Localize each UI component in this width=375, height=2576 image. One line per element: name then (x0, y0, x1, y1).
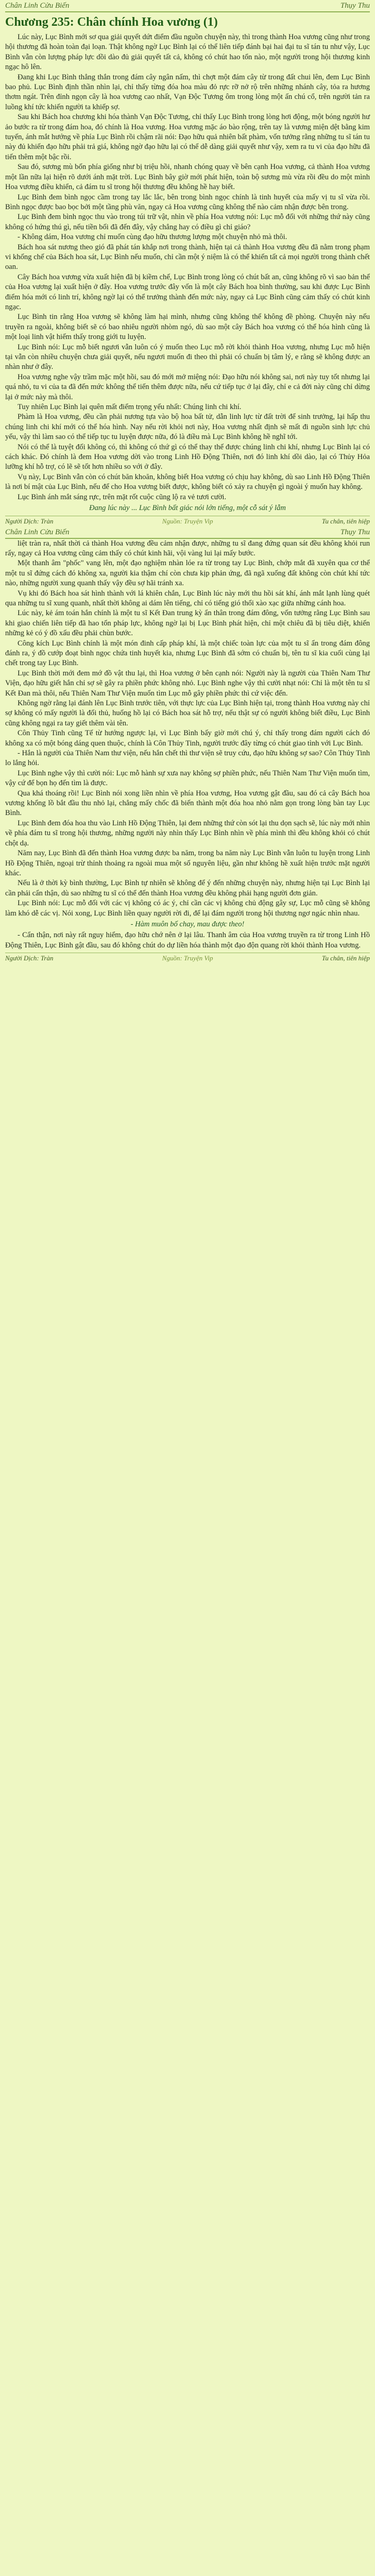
paragraph: Lục Bình nói: Lục mỗ biết ngươi vẫn luôn có ý muốn theo Lục mỗ rời khỏi thành Hoa vương, nhưng Lục mỗ hiện tại vẫn còn nhiều chuyện chưa giải quyết, nếu ngươi muốn đi theo thì phải có chuẩn bị tâm lý, e rằng sẽ không được an nhàn như ở đây. (5, 343, 370, 371)
paragraph: Lục Bình nói: Lục mỗ đối với các vị không có ác ý, chỉ cần các vị không chủ động gây sự, Lục mỗ cũng sẽ không làm khó dễ các vị. Nói xong, Lục Bình liền quay người rời đi, để lại đám người trong hội thương ngơ ngác nhìn nhau. (5, 899, 370, 918)
page-header (5, 0, 370, 12)
paragraph: Vụ này, Lục Bình vẫn còn có chút băn khoăn, không biết Hoa vương có chịu hay không, dù sao Linh Hồ Động Thiên là nơi bí mật của Lục Bình, nếu để cho Hoa vương biết được, không biết có xảy ra chuyện gì ngoài ý muốn hay không. (5, 472, 370, 492)
footer-translator: Người Dịch: Tràn (5, 517, 54, 525)
paragraph: Lục Bình ánh mắt sáng rực, trên mặt rốt cuộc cũng lộ ra vẻ tươi cười. (18, 493, 227, 501)
paragraph: Lục Bình đem bình ngọc cầm trong tay lắc lắc, bên trong bình ngọc chính là tinh huyết của mấy vị tu sĩ vừa rồi. Bình ngọc được bao bọc bởi một tầng phù văn, ngay cả Hoa vương cũng không thể nào cảm nhận được bên trong. (5, 193, 370, 211)
chapter-body-3 (5, 930, 370, 951)
paragraph: Phàm là Hoa vương, đều cần phải nương tựa vào bộ hoa bất tử, dẫn linh lực từ đất trời để sinh trưởng, lại hấp thu chúng linh chi khí mới có thể hóa hình. Nay nếu rời khỏi nơi này, Hoa vương nhất định sẽ mất đi nguồn sinh lực chủ yếu, vậy thì làm sao có thể tiếp tục tu luyện được nữa, đó là điều mà Lục Bình không hề nghĩ tới. (5, 413, 370, 442)
paragraph: Nói có thể là tuyệt đối không có, thì không có thứ gì có thể thay thế được chúng linh chi khí, nhưng Lục Bình lại có cách khác. Đó chính là đem Hoa vương dời vào trong Linh Hồ Động Thiên, nơi đó linh khí dồi dào, lại có Thủy Hỏa lưỡng khí hỗ trợ, có lẽ sẽ tốt hơn nhiều so với ở đây. (5, 443, 370, 471)
page (0, 0, 375, 963)
speech-line: Đang lúc này ... Lục Bình bất giác nói lớn tiếng, một cỗ sát ý lẫm (89, 504, 286, 513)
footer-genre: Tu chân, tiên hiệp (321, 517, 370, 525)
paragraph: - Hắn là người của Thiên Nam thư viện, nếu hắn chết thì thư viện sẽ truy cứu, đạo hữu không sợ sao? Côn Thủy Tinh lo lắng hỏi. (5, 749, 370, 768)
paragraph: Lục Bình thời mới đem mớ đồ vật thu lại, thì Hoa vương ở bên cạnh nói: Người này là người của Thiên Nam Thư Viện, đạo hữu giết hắn chỉ sợ sẽ gây ra phiền phức không nhỏ. Lục Bình nghe vậy thì cười nhạt nói: Chỉ là một tên tu sĩ Kết Đan mà thôi, nếu Thiên Nam Thư Viện muốn tìm Lục mỗ gây phiền phức thì cứ việc đến. (5, 669, 370, 698)
author-name-2: Thụy Thu (340, 528, 370, 536)
page-footer-2 (5, 953, 370, 963)
footer-translator-2: Người Dịch: Tràn (5, 954, 54, 962)
paragraph: Lúc này, Lục Bình mới sơ qua giải quyết dứt điểm đầu nguồn chuyện này, thì trong thành Hoa vương cũng như trong hội thương đã hoàn toàn đại loạn. Thật không ngờ Lục Bình lại có thể liên tiếp đánh bại hai đại tu sĩ tán tu như vậy, Lục Bình vẫn còn lượng pháp lực dồi dào đủ giải quyết tất cả, không có chút hao tổn nào, một người trong hội thương kinh ngạc hô lên. (5, 33, 370, 72)
paragraph: Lục Bình nghe vậy thì cười nói: Lục mỗ hành sự xưa nay không sợ phiền phức, nếu Thiên Nam Thư Viện muốn tìm, vậy cứ để bọn họ đến tìm là được. (5, 769, 370, 788)
paragraph: Nếu là ở thời kỳ bình thường, Lục Bình tự nhiên sẽ không để ý đến những chuyện này, nhưng hiện tại Lục Bình lại cần phải cẩn thận, dù sao những tu sĩ có thể đến thành Hoa vương đều không phải hạng người đơn giản. (5, 879, 370, 897)
paragraph: Lục Bình đem đóa hoa thu vào Linh Hồ Động Thiên, lại đem những thứ còn sót lại thu dọn sạch sẽ, lúc này mới nhìn về phía đám tu sĩ trong hội thương, những người này nhìn thấy Lục Bình nhìn về phía mình thì đều không khỏi có chút chột dạ. (5, 819, 370, 848)
paragraph: liệt tràn ra, nhất thời cả thành Hoa vương đều cảm nhận được, những tu sĩ đang đứng quan sát đều không khỏi run rẩy, ngay cả Hoa vương cũng cảm thấy có chút kinh hãi, vội vàng lui lại mấy bước. (5, 539, 370, 557)
footer-source: Nguồn: Truyện Vip (162, 517, 213, 525)
chapter-title: Chương 235: Chân chính Hoa vương (1) (5, 15, 218, 29)
chapter-body-2 (5, 539, 370, 919)
paragraph: Một thanh âm "phốc" vang lên, một đạo nghiệm nhàn lóe ra từ trong tay Lục Bình, chớp mắt đã xuyên qua cơ thể một tu sĩ đứng cách đó không xa, người kia thậm chí còn chưa kịp phản ứng, đã ngã xuống đất không còn chút khí tức nào, những người xung quanh thấy vậy đều sợ hãi tránh xa. (5, 559, 370, 588)
page-footer (5, 516, 370, 527)
paragraph: Cây Bách hoa vương vừa xuất hiện đã bị kiềm chế, Lục Bình trong lòng có chút bất an, cũng không rõ vì sao bản thể của Hoa vương lại xuất hiện ở đây. Hoa vương trước đây vốn là một cây Bách hoa bình thường, sau khi được Lục Bình điểm hóa mới có linh trí, không ngờ lại có thể trưởng thành đến mức này, ngay cả Lục Bình cũng cảm thấy có chút kinh ngạc. (5, 273, 370, 311)
paragraph: Năm nay, Lục Bình đã đến thành Hoa vương được ba năm, trong ba năm này Lục Bình vẫn luôn tu luyện trong Linh Hồ Động Thiên, ngoại trừ thỉnh thoảng ra ngoài mua một số nguyên liệu, gần như không hề xuất hiện trước mặt người khác. (5, 849, 370, 877)
author-name: Thụy Thu (340, 2, 370, 10)
chapter-body (5, 32, 370, 502)
speech-line-2: - Hàm muôn bố chay, mau được theo! (130, 920, 245, 928)
paragraph: Lúc này, kẻ ám toán hắn chính là một tu sĩ Kết Đan trung kỳ ẩn thân trong đám đông, vốn tưởng rằng Lục Bình sau khi giao chiến liên tiếp đã hao tổn pháp lực, không ngờ lại bị Lục Bình phát hiện, chỉ một chiêu đã bị tiêu diệt, khiến những kẻ có ý đồ xấu đều phải chùn bước. (5, 609, 370, 638)
paragraph: Bách hoa sát nương theo gió đã phát tán khắp nơi trong thành, hiện tại cả thành Hoa vương đều đã nằm trong phạm vi khống chế của Bách hoa sát, Lục Bình nếu muốn, chỉ cần một ý niệm là có thể khiến tất cả mọi người trong thành chết oan. (5, 243, 370, 272)
book-title-2: Chân Linh Cửu Biến (5, 528, 70, 536)
book-title: Chân Linh Cửu Biến (5, 2, 70, 10)
paragraph: Sau đó, sương mù bốn phía giống như bị triệu hồi, nhanh chóng quay về bên cạnh Hoa vương, cả thành Hoa vương một lần nữa lại hiện rõ dưới ánh mặt trời. Lục Bình bây giờ mới phát hiện, toàn bộ sương mù vừa rồi đều do một mình Hoa vương điều khiển, cả đám tu sĩ trong hội thương đều không hề hay biết. (5, 163, 370, 192)
page-header-2 (5, 527, 370, 539)
paragraph: Công kích Lục Bình chính là một món đinh cấp pháp khí, là một chiếc toàn lực của một tu sĩ ẩn trong đám đông đánh ra, ý đồ cướp đoạt bình ngọc chứa tinh huyết kia, nhưng Lục Bình đã sớm có chuẩn bị, tên tu sĩ kia cuối cùng lại chết trong tay Lục Bình. (5, 639, 370, 668)
paragraph: Qua khá thoáng rồi! Lục Bình nói xong liền nhìn về phía Hoa vương, Hoa vương gật đầu, sau đó cả cây Bách hoa vương khổng lồ bắt đầu thu nhỏ lại, chẳng mấy chốc đã biến thành một đóa hoa nhỏ nằm gọn trong lòng bàn tay Lục Bình. (5, 789, 370, 818)
paragraph: - Cẩn thận, nơi này rất nguy hiểm, đạo hữu chớ nên ở lại lâu. Thanh âm của Hoa vương truyền ra từ trong Linh Hồ Động Thiên, Lục Bình gật đầu, sau đó không chút do dự liền hóa thành một đạo độn quang rời khỏi thành Hoa vương. (5, 931, 370, 950)
paragraph: Côn Thủy Tinh cũng Tế từ hướng ngược lại, vì Lục Bình bấy giờ mới chú ý, chỉ thấy trong đám người cách đó không xa có một bóng dáng quen thuộc, chính là Côn Thủy Tinh, người trước đây từng có chút giao tình với Lục Bình. (5, 729, 370, 748)
paragraph: Lục Bình đem bình ngọc thu vào trong túi trữ vật, nhìn về phía Hoa vương nói: Lục mỗ đối với những thứ này cũng không có hứng thú gì, nếu tiền bối đã đến đây, vậy chẳng hay có điều gì chỉ giáo? (5, 213, 370, 231)
paragraph: - Không dám, Hoa vương chỉ muốn cùng đạo hữu thương lượng một chuyện nhỏ mà thôi. (18, 233, 287, 242)
paragraph: Tuy nhiên Lục Bình lại quên mất điểm trọng yếu nhất: Chúng linh chi khí. (18, 403, 242, 412)
paragraph: Vụ khi đó Bách hoa sát hình thành với lá khiên chắn, Lục Bình lúc này mới thu hồi sát khí, ánh mắt lạnh lùng quét qua những tu sĩ xung quanh, nhất thời không ai dám lên tiếng, chỉ có tiếng gió thổi xào xạc giữa những cánh hoa. (5, 589, 370, 607)
footer-source-2: Nguồn: Truyện Vip (162, 954, 213, 962)
paragraph: Hoa vương nghe vậy trầm mặc một hồi, sau đó mới mở miệng nói: Đạo hữu nói không sai, nơi này tuy tốt nhưng lại quá nhỏ, tu vi của ta đã đến mức không thể tiến thêm được nữa, nếu cứ tiếp tục ở lại đây, chỉ e cả đời này cũng chỉ dừng lại ở mức này mà thôi. (5, 372, 370, 401)
paragraph: Đang khi Lục Bình thẳng thắn trong đám cây ngân nấm, thì chợt một đám cây từ trong đất chui lên, đem Lục Bình bao phủ. Lục Bình định thần nhìn lại, chỉ thấy từng đóa hoa màu đỏ rực rỡ nở rộ trên những nhánh cây, tỏa ra hương thơm ngát. Trên đỉnh ngọn cây là hoa vương cao nhất, Vạn Độc Tương ôm trong lòng một ấn chú cổ, trên người tản ra luồng khí tức khiến người ta khiếp sợ. (5, 73, 370, 111)
paragraph: Sau khi Bách hoa chương khi hóa thành Vạn Độc Tương, chỉ thấy Lục Bình trong lòng hơi động, một bóng người hư ảo bước ra từ trong đám hoa, đó chính là Hoa vương. Hoa vương mặc áo bào rộng, trên tay là vương miện dệt bằng kim tuyến, ánh mắt hướng về phía Lục Bình rồi chậm rãi nói: Đạo hữu quả nhiên bất phàm, vốn tưởng rằng những tu sĩ tán tu này đủ khiến đạo hữu phải trả giá, không ngờ đạo hữu lại có thể dễ dàng giải quyết như vậy, xem ra tu vi của đạo hữu đã tiến thêm một bậc rồi. (5, 113, 370, 161)
paragraph: Không ngờ rằng lại đánh lên Lục Bình trước tiên, với thực lực của Lục Bình hiện tại, trong thành Hoa vương này chỉ sợ không có mấy người là đối thủ, huống hồ lại có Bách hoa sát hỗ trợ, nếu thật sự có người không biết điều, Lục Bình cũng không ngại ra tay giết thêm vài tên. (5, 699, 370, 727)
footer-genre-2: Tu chân, tiên hiệp (321, 954, 370, 962)
paragraph: Lục Bình tin rằng Hoa vương sẽ không làm hại mình, nhưng cũng không thể không đề phòng. Chuyện này nếu truyền ra ngoài, không biết sẽ có bao nhiêu người nhòm ngó, dù sao một cây Bách hoa vương có thể hóa hình cũng là một loại linh vật hiếm thấy trong giới tu luyện. (5, 313, 370, 342)
